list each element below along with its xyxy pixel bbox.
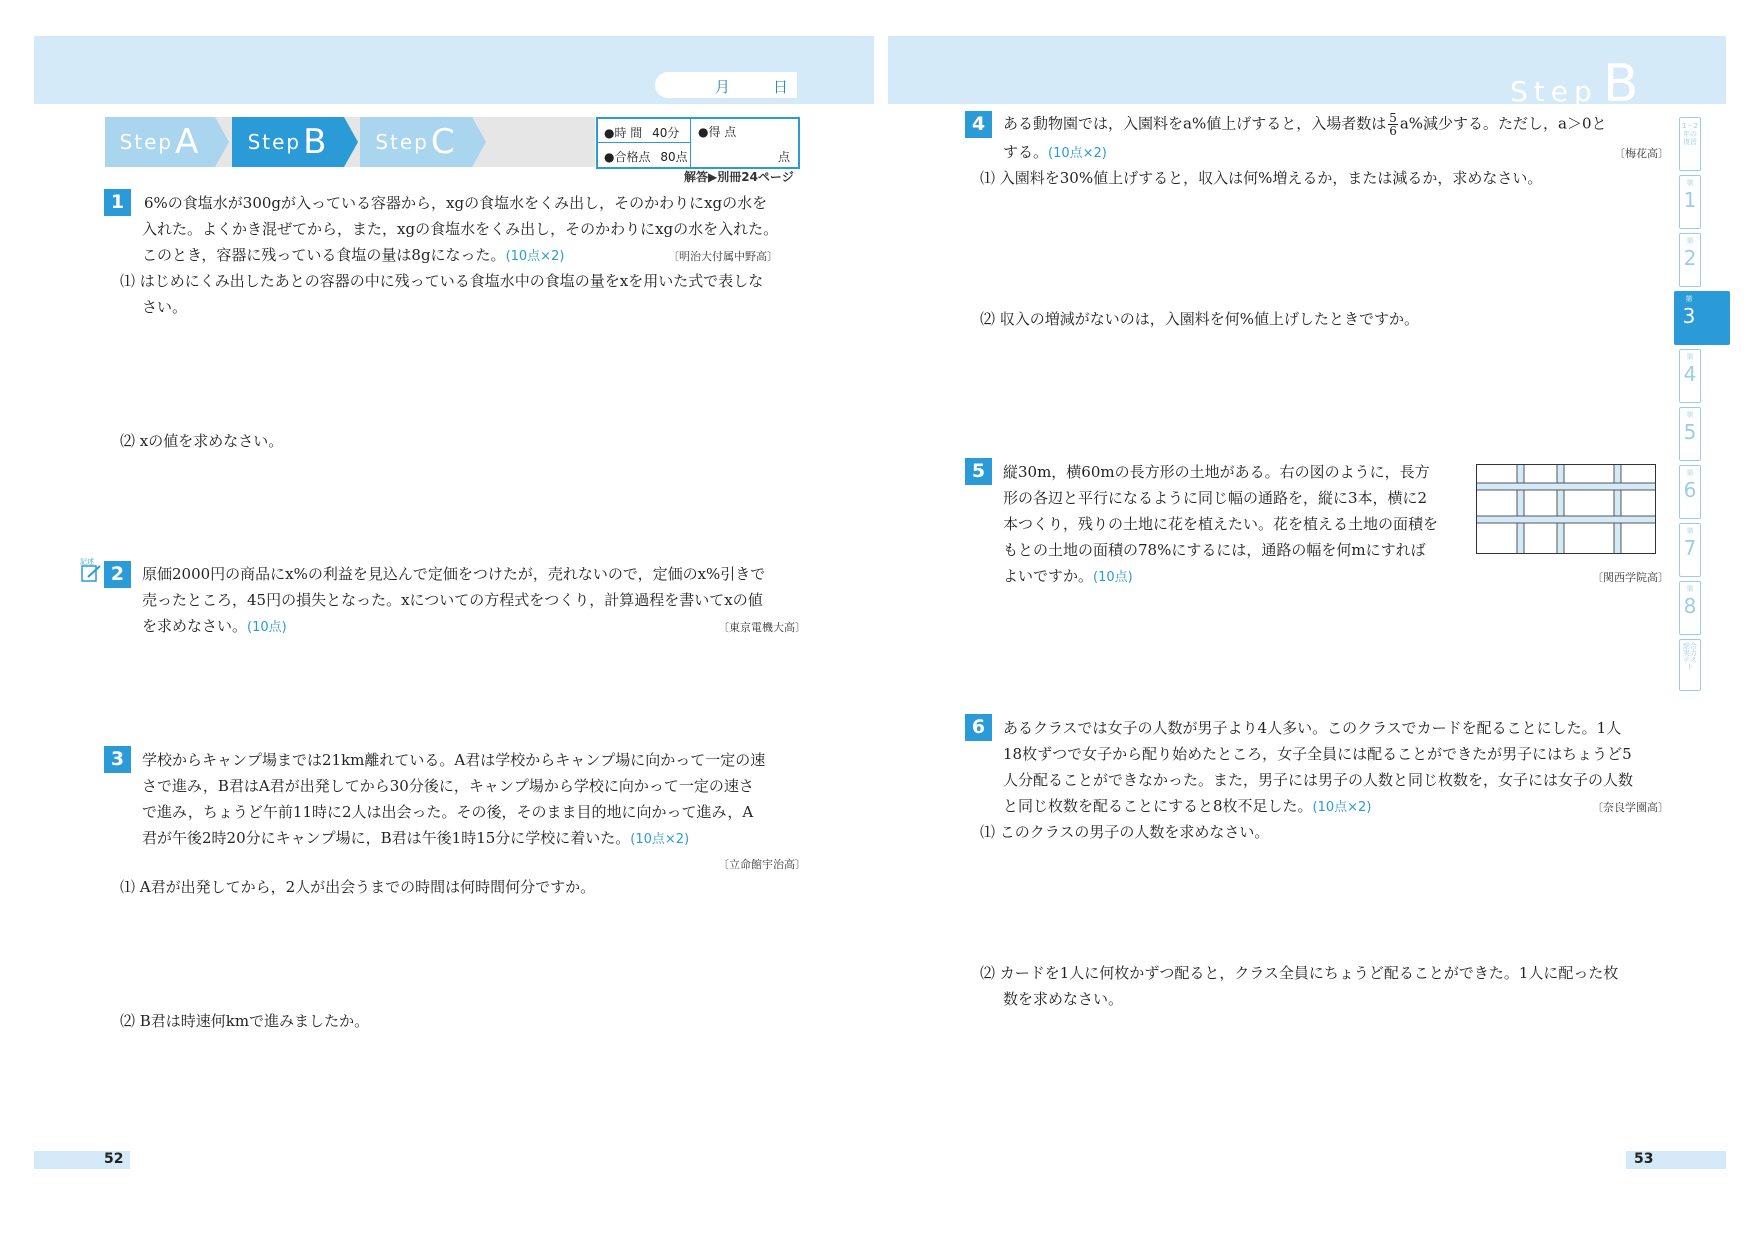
q2-source: 〔東京電機大高〕 (718, 621, 806, 634)
left-page-number: 52 (104, 1151, 124, 1167)
q6-text-line-2: 18枚ずつで女子から配り始めたところ，女子全員には配ることができたが男子にはちょうど5 (1003, 745, 1632, 763)
question-2-number: 2 (104, 561, 131, 588)
chapter-tab-7-label: 7 (1683, 536, 1697, 560)
time-value: 40分 (652, 126, 680, 140)
chapter-tab-3[interactable] (1674, 291, 1730, 345)
right-step-watermark (1510, 54, 1639, 114)
land-border (1477, 465, 1656, 554)
written-icon-label: 記述 (80, 558, 94, 566)
q2-points: (10点) (247, 620, 287, 635)
q4-points: (10点×2) (1048, 146, 1107, 161)
step-a-letter: A (175, 122, 201, 162)
q4-sub-1: ⑴ 入園料を30%値上げすると，収入は何%増えるか，または減るか，求めなさい。 (980, 169, 1543, 187)
score-label: ●得 点 (698, 125, 737, 139)
answer-reference: 解答▶別冊24ページ (684, 170, 794, 184)
question-1-number: 1 (104, 189, 131, 216)
chapter-tab-1[interactable] (1679, 175, 1701, 229)
left-page-number-bar (34, 1151, 130, 1169)
q1-text-line-3 (142, 244, 564, 265)
road-v3 (1614, 464, 1621, 554)
q1-text-line-2: 入れた。よくかき混ぜてから，また，xgの食塩水をくみ出し，そのかわりにxgの水を入れた。 (142, 220, 779, 238)
q5-text-line-2: 形の各辺と平行になるように同じ幅の通路を，縦に3本，横に2 (1003, 489, 1428, 507)
q4-frac-den: 6 (1389, 124, 1397, 138)
chapter-tab-2-label: 2 (1683, 246, 1697, 270)
chapter-tab-3-small: 第 (1685, 295, 1693, 303)
q6-text-line-4-body: と同じ枚数を配ることにすると8枚不足した。 (1003, 797, 1313, 815)
question-6-number: 6 (965, 714, 992, 741)
chapter-tab-final-test[interactable] (1679, 639, 1701, 691)
chapter-tab-2[interactable] (1679, 233, 1701, 287)
q3-sub-2: ⑵ B君は時速何kmで進みましたか。 (120, 1012, 370, 1030)
q4-frac-num: 5 (1389, 111, 1397, 125)
q1-sub-2: ⑵ xの値を求めなさい。 (120, 432, 284, 450)
q6-text-line-3: 人分配ることができなかった。また，男子には男子の人数と同じ枚数を，女子には女子の人数 (1003, 771, 1634, 789)
step-a-prefix: Step (119, 130, 174, 154)
q3-points: (10点×2) (630, 832, 690, 847)
q1-source: 〔明治大付属中野高〕 (668, 250, 778, 263)
q3-text-line-1: 学校からキャンプ場までは21km離れている。A君は学校からキャンプ場に向かって一定の速 (142, 751, 766, 769)
q6-sub-2-line-1: ⑵ カードを1人に何枚かずつ配ると，クラス全員にちょうど配ることができた。1人に配った枚 (980, 964, 1619, 982)
chapter-tab-7-small: 第 (1686, 527, 1694, 535)
q5-text-line-1: 縦30m，横60mの長方形の土地がある。右の図のように，長方 (1003, 463, 1430, 481)
chapter-tab-review-label: 1・2年の復習 (1682, 122, 1698, 146)
q5-points: (10点) (1093, 570, 1133, 585)
q4-fraction (1388, 112, 1398, 137)
q4-text-line-2 (1003, 141, 1107, 162)
chapter-tab-final-test-label: 総合実力テスト (1683, 642, 1697, 671)
step-b-arrow (344, 117, 358, 167)
step-tab-b[interactable] (232, 117, 344, 167)
date-box[interactable] (655, 72, 797, 98)
q4-text-line-1 (1003, 112, 1607, 137)
score-info-box (596, 117, 800, 169)
q6-sub-2-line-2: 数を求めなさい。 (1003, 990, 1124, 1008)
chapter-tab-review[interactable] (1679, 117, 1701, 171)
date-month: 月 (715, 78, 731, 96)
q1-sub-1-line-1: ⑴ はじめにくみ出したあとの容器の中に残っている食塩水中の食塩の量をxを用いた式で表しな (120, 272, 764, 290)
chapter-tab-8-small: 第 (1686, 585, 1694, 593)
chapter-tab-1-small: 第 (1686, 179, 1694, 187)
chapter-tab-6-small: 第 (1686, 469, 1694, 477)
q5-text-line-5 (1003, 565, 1133, 586)
q2-text-line-3 (142, 615, 287, 636)
road-v2 (1557, 464, 1564, 554)
step-c-letter: C (430, 122, 457, 162)
q1-sub-1-line-2: さい。 (142, 298, 188, 316)
q1-text-line-3-body: このとき，容器に残っている食塩の量は8gになった。 (142, 246, 506, 264)
q3-text-line-4-body: 君が午後2時20分にキャンプ場に，B君は午後1時15分に学校に着いた。 (142, 829, 631, 847)
q6-sub-1: ⑴ このクラスの男子の人数を求めなさい。 (980, 823, 1270, 841)
q3-text-line-4 (142, 827, 689, 848)
date-day: 日 (773, 78, 789, 96)
q6-source: 〔奈良学園高〕 (1592, 801, 1669, 814)
chapter-tab-5-small: 第 (1686, 411, 1694, 419)
step-c-arrow (472, 117, 486, 167)
step-tab-a[interactable] (105, 117, 215, 167)
chapter-tab-4-label: 4 (1683, 362, 1697, 386)
question-4-number: 4 (965, 111, 992, 138)
road-h2 (1476, 516, 1656, 523)
chapter-tab-7[interactable] (1679, 523, 1701, 577)
q5-text-line-4: もとの土地の面積の78%にするには，通路の幅を何mにすれば (1003, 541, 1426, 559)
chapter-tab-5[interactable] (1679, 407, 1701, 461)
chapter-tab-1-label: 1 (1683, 188, 1697, 212)
q3-sub-1: ⑴ A君が出発してから，2人が出会うまでの時間は何時間何分ですか。 (120, 878, 596, 896)
chapter-tab-6-label: 6 (1683, 478, 1697, 502)
q2-text-line-2: 売ったところ，45円の損失となった。xについての方程式をつくり，計算過程を書いてxの値 (142, 591, 763, 609)
q2-text-line-3-body: を求めなさい。 (142, 617, 248, 635)
q4-source: 〔梅花高〕 (1614, 147, 1669, 160)
q4-text-line-2-body: する。 (1003, 143, 1049, 161)
chapter-tab-2-small: 第 (1686, 237, 1694, 245)
written-answer-icon (80, 557, 102, 583)
time-label: ●時 間 (604, 126, 643, 140)
q5-text-line-3: 本つくり，残りの土地に花を植えたい。花を植える土地の面積を (1003, 515, 1439, 533)
question-5-number: 5 (965, 458, 992, 485)
q4-line1-a: ある動物園では，入園料をa%値上げすると，入場者数は (1003, 114, 1387, 133)
q5-text-line-5-body: よいですか。 (1003, 567, 1094, 585)
right-step-prefix: Step (1510, 75, 1598, 108)
q3-text-line-3: で進み，ちょうど午前11時に2人は出会った。その後，そのまま目的地に向かって進み，A (142, 803, 754, 821)
q2-text-line-1: 原価2000円の商品にx%の利益を見込んで定価をつけたが，売れないので，定価のx%引きで (142, 565, 766, 583)
chapter-tab-5-label: 5 (1683, 420, 1697, 444)
q3-source: 〔立命館宇治高〕 (718, 858, 806, 871)
right-step-letter: B (1602, 54, 1639, 114)
step-b-prefix: Step (247, 130, 302, 154)
chapter-tab-8[interactable] (1679, 581, 1701, 635)
road-h1 (1476, 483, 1656, 490)
q5-land-diagram (1476, 464, 1656, 554)
q6-text-line-4 (1003, 795, 1371, 816)
q6-text-line-1: あるクラスでは女子の人数が男子より4人多い。このクラスでカードを配ることにした。1人 (1003, 719, 1622, 737)
q4-sub-2: ⑵ 収入の増減がないのは，入園料を何%値上げしたときですか。 (980, 310, 1420, 328)
q5-source: 〔関西学院高〕 (1592, 571, 1669, 584)
road-v1 (1517, 464, 1524, 554)
q4-line1-b: a%減少する。ただし，a＞0と (1399, 114, 1607, 133)
q1-text-line-1: 6%の食塩水が300gが入っている容器から，xgの食塩水をくみ出し，そのかわりにxgの水を (144, 194, 768, 212)
question-3-number: 3 (104, 746, 131, 773)
q1-points: (10点×2) (505, 249, 565, 264)
q3-text-line-2: さで進み，B君はA君が出発してから30分後に，キャンプ場から学校に向かって一定の速さ (142, 777, 754, 795)
info-divider-v (690, 119, 691, 167)
score-unit: 点 (777, 150, 790, 164)
right-page-number: 53 (1634, 1151, 1654, 1167)
chapter-tab-8-label: 8 (1683, 594, 1697, 618)
pass-row (604, 148, 688, 165)
chapter-tab-4-small: 第 (1686, 353, 1694, 361)
pass-value: 80点 (660, 150, 688, 164)
time-row (604, 124, 679, 141)
step-a-arrow (215, 117, 229, 167)
right-page-number-bar (1626, 1151, 1726, 1169)
chapter-tab-3-label: 3 (1682, 304, 1696, 328)
info-divider-h (598, 142, 690, 143)
step-tab-c[interactable] (360, 117, 472, 167)
pass-label: ●合格点 (604, 150, 651, 164)
step-c-prefix: Step (375, 130, 429, 154)
q6-points: (10点×2) (1312, 800, 1372, 815)
chapter-tab-6[interactable] (1679, 465, 1701, 519)
chapter-tab-4[interactable] (1679, 349, 1701, 403)
step-b-letter: B (303, 122, 329, 162)
